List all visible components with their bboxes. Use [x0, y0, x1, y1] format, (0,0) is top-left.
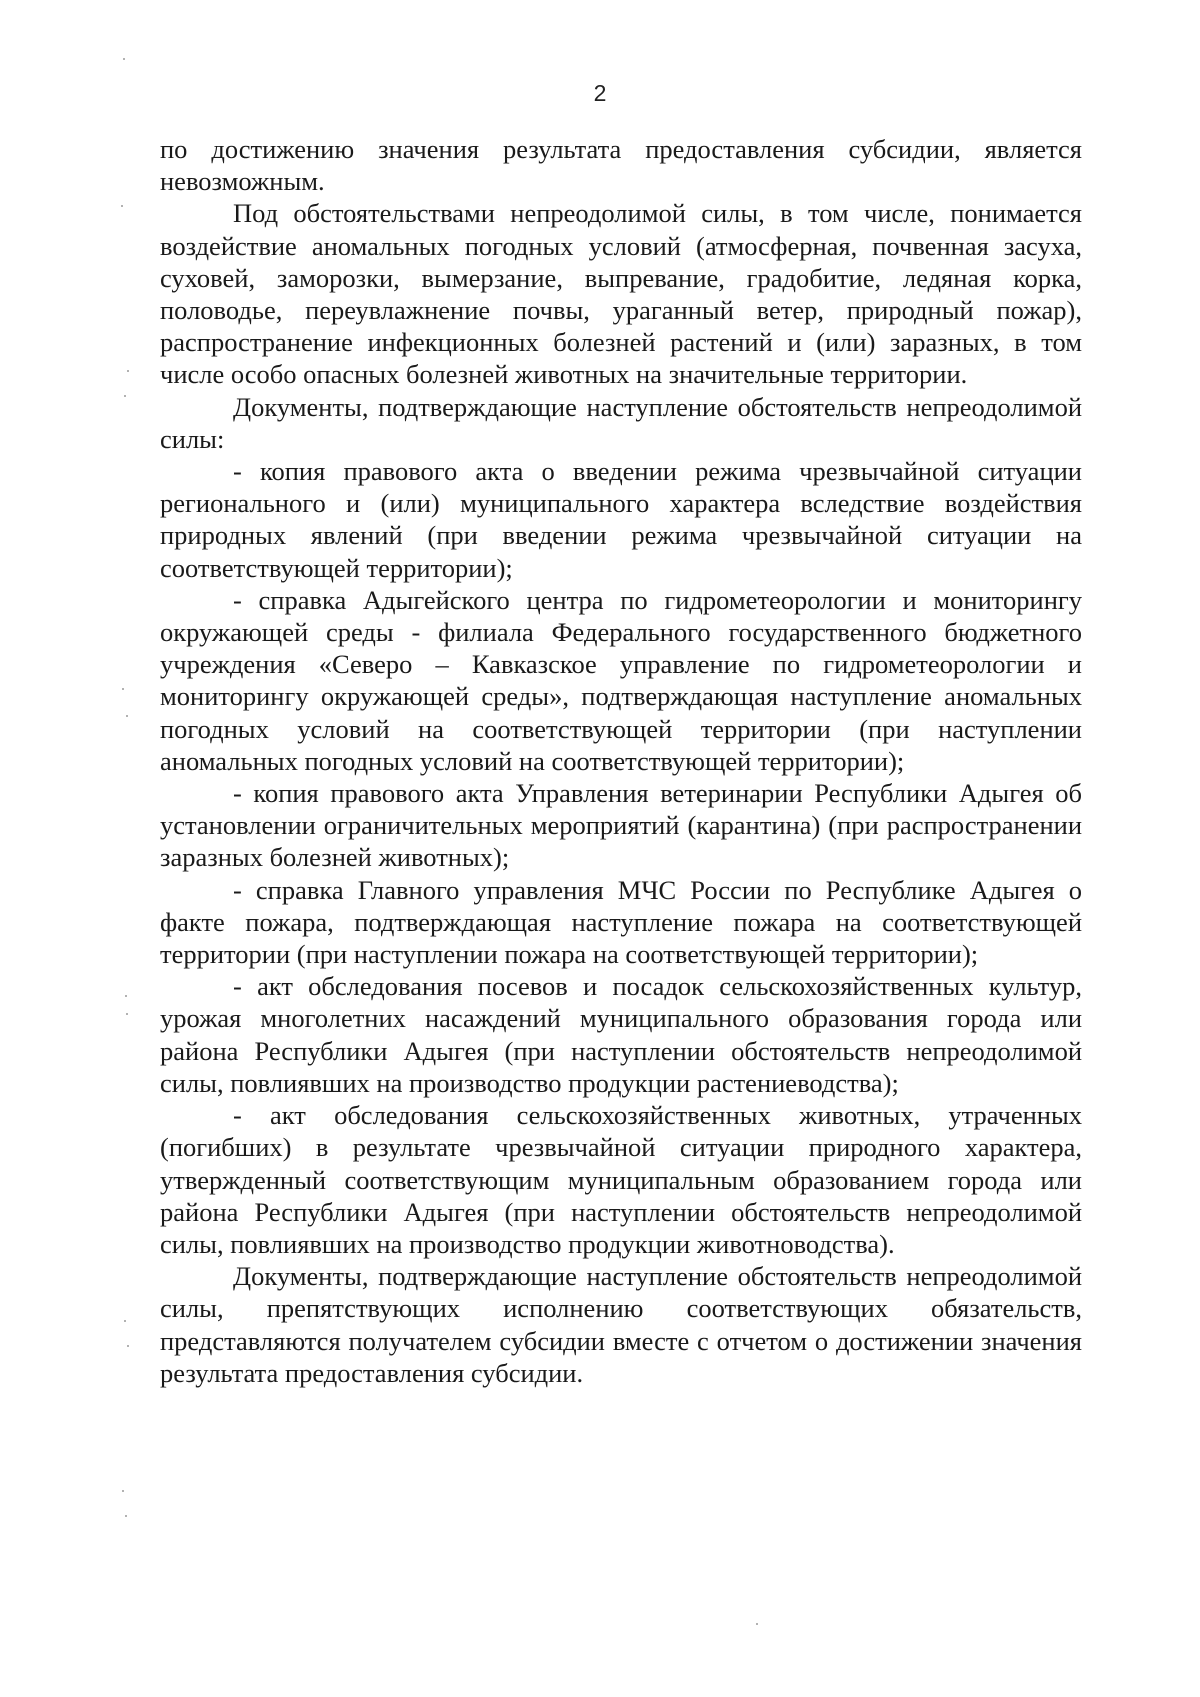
- page-number: 2: [593, 80, 607, 106]
- document-body: [160, 133, 1082, 1389]
- list-item-emergency-ministry-certificate: - справка Главного управления МЧС России по Республике Адыгея о факте пожара, подтверждающая наступление пожара на соответствующей территории (при наступлении пожара на соответствующей территории);: [160, 874, 1082, 970]
- list-item-hydromet-certificate: - справка Адыгейского центра по гидрометеорологии и мониторингу окружающей среды - филиала Федерального государственного бюджетного учреждения «Северо – Кавказское управление по гидрометеорологии и мониторингу окружающей среды», подтверждающая наступление аномальных погодных условий на соответствующей территории (при наступлении аномальных погодных условий на соответствующей территории);: [160, 584, 1082, 776]
- list-item-veterinary-act: - копия правового акта Управления ветеринарии Республики Адыгея об установлении ограничительных мероприятий (карантина) (при распространении заразных болезней животных);: [160, 778, 1082, 873]
- paragraph-documents-submission: Документы, подтверждающие наступление обстоятельств непреодолимой силы, препятствующих исполнению соответствующих обязательств, представляются получателем субсидии вместе с отчетом о достижении значения результата предоставления субсидии.: [160, 1261, 1082, 1388]
- list-item-emergency-act: - копия правового акта о введении режима чрезвычайной ситуации регионального и (или) муниципального характера вследствие воздействия природных явлений (при введении режима чрезвычайной ситуации на соответствующей территории);: [160, 456, 1082, 583]
- list-item-livestock-inspection-act: - акт обследования сельскохозяйственных животных, утраченных (погибших) в результате чрезвычайной ситуации природного характера, утвержденный соответствующим муниципальным образованием города или района Республики Адыгея (при наступлении обстоятельств непреодолимой силы, повлиявших на производство продукции животноводства).: [160, 1100, 1082, 1259]
- list-item-crop-inspection-act: - акт обследования посевов и посадок сельскохозяйственных культур, урожая многолетних насаждений муниципального образования города или района Республики Адыгея (при наступлении обстоятельств непреодолимой силы, повлиявших на производство продукции растениеводства);: [160, 971, 1082, 1098]
- paragraph-force-majeure-definition: Под обстоятельствами непреодолимой силы, в том числе, понимается воздействие аномальных погодных условий (атмосферная, почвенная засуха, суховей, заморозки, вымерзание, выпревание, градобитие, ледяная корка, половодье, переувлажнение почвы, ураганный ветер, природный пожар), распространение инфекционных болезней растений и (или) заразных, в том числе особо опасных болезней животных на значительные территории.: [160, 198, 1082, 390]
- paragraph-continuation: по достижению значения результата предоставления субсидии, является невозможным.: [160, 134, 1082, 197]
- paragraph-documents-intro: Документы, подтверждающие наступление обстоятельств непреодолимой силы:: [160, 391, 1082, 454]
